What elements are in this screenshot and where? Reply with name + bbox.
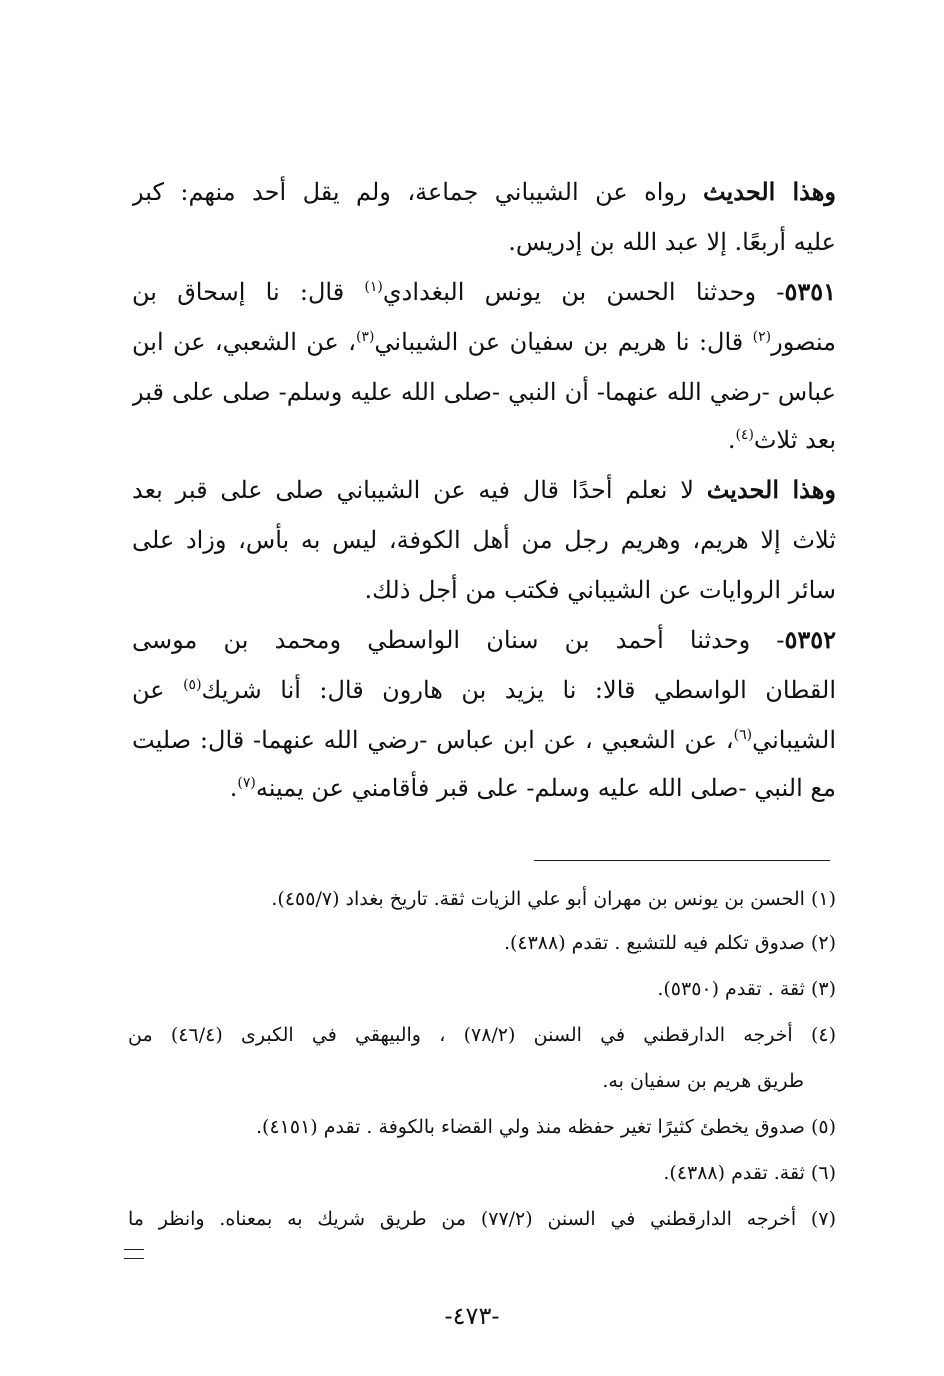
body-text: رواه عن الشيباني جماعة، ولم يقل أحد منهم: كبر: [132, 178, 703, 206]
footnote-ref: (٧): [237, 775, 256, 791]
body-text: .: [229, 774, 238, 802]
footnote-7: (٧) أخرجه الدارقطني في السنن (٧٧/٢) من طريق شريك به بمعناه. وانظر ما: [128, 1208, 836, 1230]
footnote-2: (٢) صدوق تكلم فيه للتشيع . تقدم (٤٣٨٨).: [503, 932, 836, 954]
body-text: - وحدثنا الحسن بن يونس البغدادي: [382, 278, 785, 306]
body-line-3: [132, 272, 836, 316]
body-text: ، عن الشعبي، عن ابن: [132, 328, 356, 356]
continuation-mark: [124, 1249, 144, 1259]
body-line-10: [132, 620, 836, 664]
footnote-ref: (٥): [183, 677, 202, 693]
footnote-ref: (٣): [355, 329, 375, 345]
body-text: قال: نا هريم بن سفيان عن الشيباني: [374, 328, 753, 356]
footnote-4: (٤) أخرجه الدارقطني في السنن (٧٨/٢) ، والبيهقي في الكبرى (٤٦/٤) من: [128, 1024, 836, 1046]
body-text: ثلاث إلا هريم، وهريم رجل من أهل الكوفة، ليس به بأس، وزاد على: [132, 526, 836, 554]
body-text: القطان الواسطي قالا: نا يزيد بن هارون قال: أنا شريك: [201, 676, 836, 704]
footnote-ref: (٦): [733, 727, 753, 743]
body-text: ، عن الشعبي ، عن ابن عباس -رضي الله عنهما- قال: صليت: [132, 726, 734, 754]
body-line-8: [132, 520, 836, 564]
footnote-5: (٥) صدوق يخطئ كثيرًا تغير حفظه منذ ولي القضاء بالكوفة . تقدم (٤١٥١).: [256, 1116, 836, 1138]
body-line-1: [132, 172, 836, 216]
body-text: قال: نا إسحاق بن: [132, 278, 365, 306]
body-text: عن: [132, 676, 184, 704]
footnote-separator: [534, 860, 830, 861]
body-text: عباس -رضي الله عنهما- أن النبي -صلى الله عليه وسلم- صلى على قبر: [132, 378, 836, 406]
body-line-5: [132, 372, 836, 416]
body-line-7: [132, 470, 836, 514]
body-line-9: [132, 570, 836, 614]
body-line-2: [132, 222, 836, 266]
footnote-ref: (٢): [752, 329, 772, 345]
footnote-1: (١) الحسن بن يونس بن مهران أبو علي الزيات ثقة. تاريخ بغداد (٤٥٥/٧).: [271, 888, 836, 910]
footnote-ref: (٤): [735, 427, 754, 443]
body-line-4: [132, 322, 836, 366]
body-text: سائر الروايات عن الشيباني فكتب من أجل ذلك.: [364, 576, 836, 604]
body-line-13: [132, 768, 836, 812]
body-text: .: [727, 426, 736, 454]
body-text: لا نعلم أحدًا قال فيه عن الشيباني صلى على قبر بعد: [132, 476, 707, 504]
body-text: منصور: [771, 328, 836, 356]
footnote-4-continuation: طريق هريم بن سفيان به.: [602, 1070, 804, 1092]
body-line-6: [132, 420, 836, 464]
hadith-heading: وهذا الحديث: [702, 177, 836, 206]
body-text: بعد ثلاث: [753, 426, 836, 454]
body-text: مع النبي -صلى الله عليه وسلم- على قبر فأقامني عن يمينه: [255, 774, 836, 802]
body-line-12: [132, 720, 836, 764]
body-text: - وحدثنا أحمد بن سنان الواسطي ومحمد بن موسى: [132, 626, 785, 654]
hadith-heading: وهذا الحديث: [706, 475, 836, 504]
hadith-number: ٥٣٥١: [784, 277, 836, 306]
footnote-3: (٣) ثقة . تقدم (٥٣٥٠).: [657, 978, 836, 1000]
hadith-number: ٥٣٥٢: [784, 625, 836, 654]
body-text: الشيباني: [752, 726, 836, 754]
page-number: -٤٧٣-: [444, 1302, 500, 1330]
footnote-6: (٦) ثقة. تقدم (٤٣٨٨).: [663, 1162, 836, 1184]
body-text: عليه أربعًا. إلا عبد الله بن إدريس.: [508, 228, 836, 256]
footnote-ref: (١): [364, 279, 383, 295]
body-line-11: [132, 670, 836, 714]
